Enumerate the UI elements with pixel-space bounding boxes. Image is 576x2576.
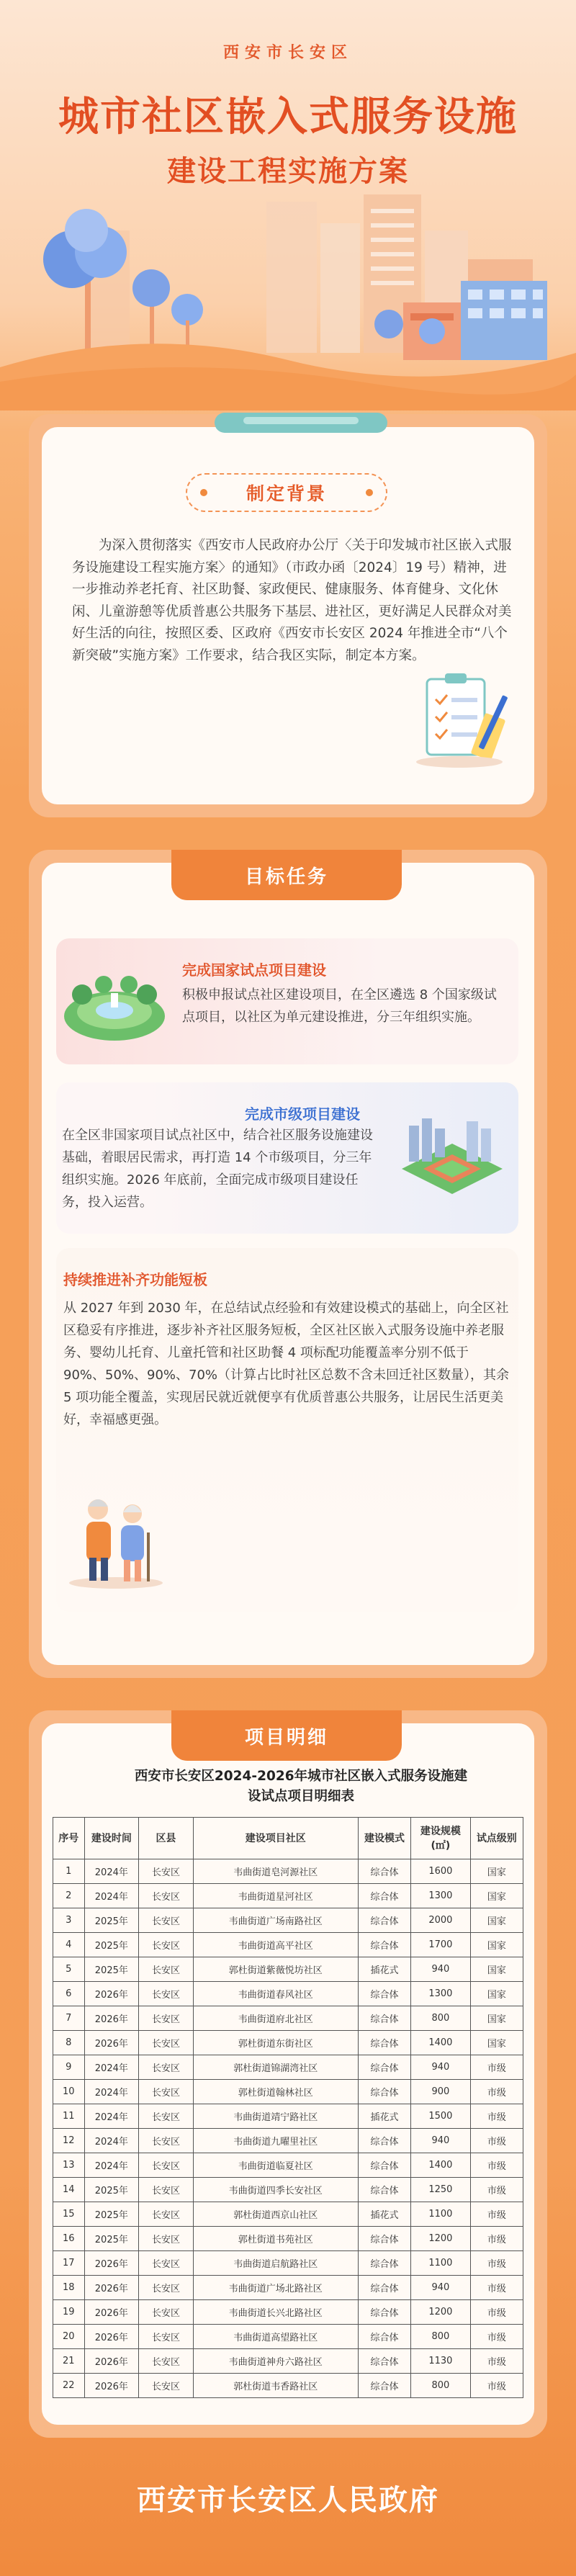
table-cell: 2024年 <box>84 2153 139 2178</box>
table-cell: 940 <box>411 1957 470 1982</box>
table-cell: 长安区 <box>139 2153 194 2178</box>
table-cell: 13 <box>53 2153 85 2178</box>
column-header: 建设时间 <box>84 1818 139 1859</box>
table-cell: 2026年 <box>84 2325 139 2349</box>
table-cell: 1600 <box>411 1859 470 1884</box>
table-cell: 长安区 <box>139 2276 194 2300</box>
table-cell: 韦曲街道高平社区 <box>193 1933 358 1957</box>
table-cell: 长安区 <box>139 2202 194 2227</box>
table-cell: 长安区 <box>139 2006 194 2031</box>
table-cell: 12 <box>53 2129 85 2153</box>
table-cell: 6 <box>53 1982 85 2006</box>
district-label: 西安市长安区 <box>222 44 353 62</box>
table-cell: 22 <box>53 2374 85 2398</box>
background-heading: 制定背景 <box>186 473 387 512</box>
main-title: 城市社区嵌入式服务设施 <box>58 94 518 140</box>
sub-title: 建设工程实施方案 <box>167 155 409 188</box>
table-row <box>53 2349 523 2374</box>
table-cell: 2024年 <box>84 2104 139 2129</box>
table-cell: 940 <box>411 2129 470 2153</box>
table-cell: 韦曲街道高望路社区 <box>193 2325 358 2349</box>
table-cell: 2026年 <box>84 2349 139 2374</box>
elderly-couple-illustration <box>62 1482 170 1590</box>
table-cell: 2024年 <box>84 2080 139 2104</box>
table-cell: 市级 <box>470 2374 523 2398</box>
table-cell: 长安区 <box>139 2374 194 2398</box>
table-cell: 2025年 <box>84 1957 139 1982</box>
table-cell: 长安区 <box>139 2055 194 2080</box>
table-cell: 国家 <box>470 1957 523 1982</box>
goal-text-city: 在全区非国家项目试点社区中，结合社区服务设施建设基础，着眼居民需求，再打造 14 个市级项目，分三年组织实施。2026 年底前，全面完成市级项目建设任务，投入运营。 <box>62 1128 373 1210</box>
table-cell: 国家 <box>470 2006 523 2031</box>
table-cell: 1300 <box>411 1884 470 1908</box>
table-cell: 综合体 <box>358 2276 410 2300</box>
table-cell: 市级 <box>470 2349 523 2374</box>
table-cell: 3 <box>53 1908 85 1933</box>
table-cell: 长安区 <box>139 1933 194 1957</box>
table-cell: 长安区 <box>139 1908 194 1933</box>
table-row <box>53 2251 523 2276</box>
table-cell: 市级 <box>470 2227 523 2251</box>
table-cell: 2026年 <box>84 2374 139 2398</box>
table-row <box>53 1982 523 2006</box>
table-cell: 4 <box>53 1933 85 1957</box>
table-cell: 国家 <box>470 1982 523 2006</box>
table-cell: 综合体 <box>358 2374 410 2398</box>
table-header-row <box>53 1818 523 1859</box>
goal-item-shortfall <box>56 1248 518 1612</box>
table-row <box>53 2153 523 2178</box>
table-cell: 1250 <box>411 2178 470 2202</box>
table-cell: 插花式 <box>358 2104 410 2129</box>
table-cell: 1400 <box>411 2031 470 2055</box>
table-cell: 2024年 <box>84 2055 139 2080</box>
table-cell: 2000 <box>411 1908 470 1933</box>
table-cell: 郭杜街道书苑社区 <box>193 2227 358 2251</box>
table-cell: 综合体 <box>358 1933 410 1957</box>
goal-text-national: 积极申报试点社区建设项目，在全区遴选 8 个国家级试点项目，以社区为单元建设推进，分三年组织实施。 <box>182 987 497 1025</box>
table-cell: 市级 <box>470 2202 523 2227</box>
table-cell: 长安区 <box>139 1957 194 1982</box>
column-header: 序号 <box>53 1818 85 1859</box>
table-cell: 800 <box>411 2374 470 2398</box>
table-cell: 长安区 <box>139 2104 194 2129</box>
table-cell: 1 <box>53 1859 85 1884</box>
table-title: 西安市长安区2024-2026年城市社区嵌入式服务设施建设试点项目明细表 <box>134 1769 468 1804</box>
table-cell: 郭杜街道韦香路社区 <box>193 2374 358 2398</box>
table-cell: 综合体 <box>358 2178 410 2202</box>
table-cell: 长安区 <box>139 2178 194 2202</box>
column-header: 建设规模(㎡) <box>411 1818 470 1859</box>
table-row <box>53 1908 523 1933</box>
table-cell: 市级 <box>470 2153 523 2178</box>
project-table <box>53 1817 523 2398</box>
table-row <box>53 1884 523 1908</box>
column-header: 试点级别 <box>470 1818 523 1859</box>
table-cell: 2025年 <box>84 1908 139 1933</box>
table-cell: 800 <box>411 2325 470 2349</box>
table-cell: 韦曲街道星河社区 <box>193 1884 358 1908</box>
table-cell: 9 <box>53 2055 85 2080</box>
heading-dot-right <box>366 489 373 496</box>
table-cell: 韦曲街道九曜里社区 <box>193 2129 358 2153</box>
table-cell: 2026年 <box>84 2276 139 2300</box>
table-cell: 5 <box>53 1957 85 1982</box>
table-cell: 国家 <box>470 1884 523 1908</box>
table-cell: 2 <box>53 1884 85 1908</box>
table-cell: 2026年 <box>84 2031 139 2055</box>
table-cell: 韦曲街道启航路社区 <box>193 2251 358 2276</box>
table-cell: 1200 <box>411 2227 470 2251</box>
table-cell: 韦曲街道广场北路社区 <box>193 2276 358 2300</box>
column-header: 建设项目社区 <box>193 1818 358 1859</box>
table-cell: 韦曲街道临夏社区 <box>193 2153 358 2178</box>
table-cell: 市级 <box>470 2129 523 2153</box>
table-cell: 韦曲街道春风社区 <box>193 1982 358 2006</box>
table-cell: 综合体 <box>358 1908 410 1933</box>
heading-dot-left <box>200 489 207 496</box>
table-row <box>53 2300 523 2325</box>
table-cell: 2025年 <box>84 2178 139 2202</box>
table-row <box>53 2080 523 2104</box>
goal-title-national: 完成国家试点项目建设 <box>182 961 326 979</box>
table-cell: 综合体 <box>358 2080 410 2104</box>
clipboard-clip <box>215 408 387 437</box>
table-cell: 综合体 <box>358 1982 410 2006</box>
table-row <box>53 2202 523 2227</box>
table-cell: 1700 <box>411 1933 470 1957</box>
table-cell: 21 <box>53 2349 85 2374</box>
table-cell: 长安区 <box>139 1982 194 2006</box>
table-row <box>53 2055 523 2080</box>
table-cell: 市级 <box>470 2178 523 2202</box>
table-cell: 韦曲街道长兴北路社区 <box>193 2300 358 2325</box>
table-cell: 市级 <box>470 2325 523 2349</box>
table-cell: 长安区 <box>139 2129 194 2153</box>
table-cell: 综合体 <box>358 2055 410 2080</box>
projects-section <box>29 1710 547 2438</box>
table-cell: 综合体 <box>358 2129 410 2153</box>
table-row <box>53 2006 523 2031</box>
table-cell: 2026年 <box>84 1982 139 2006</box>
table-cell: 国家 <box>470 2031 523 2055</box>
table-cell: 16 <box>53 2227 85 2251</box>
table-cell: 国家 <box>470 1933 523 1957</box>
table-cell: 郭杜街道翰林社区 <box>193 2080 358 2104</box>
table-cell: 综合体 <box>358 2031 410 2055</box>
table-cell: 14 <box>53 2178 85 2202</box>
table-cell: 韦曲街道府北社区 <box>193 2006 358 2031</box>
table-cell: 韦曲街道靖宁路社区 <box>193 2104 358 2129</box>
table-cell: 2025年 <box>84 1933 139 1957</box>
table-row <box>53 2178 523 2202</box>
goal-item-national <box>56 938 518 1064</box>
table-cell: 韦曲街道神舟六路社区 <box>193 2349 358 2374</box>
goals-heading: 目标任务 <box>171 850 402 900</box>
table-cell: 2024年 <box>84 1859 139 1884</box>
goal-item-city <box>56 1082 518 1234</box>
goal-title-shortfall: 持续推进补齐功能短板 <box>63 1271 207 1288</box>
table-cell: 郭杜街道锦湖湾社区 <box>193 2055 358 2080</box>
table-cell: 1100 <box>411 2202 470 2227</box>
column-header: 建设模式 <box>358 1818 410 1859</box>
table-cell: 国家 <box>470 1859 523 1884</box>
table-row <box>53 2104 523 2129</box>
table-row <box>53 1933 523 1957</box>
table-cell: 综合体 <box>358 2251 410 2276</box>
table-cell: 郭杜街道东街社区 <box>193 2031 358 2055</box>
table-cell: 插花式 <box>358 2202 410 2227</box>
table-cell: 2025年 <box>84 2227 139 2251</box>
table-row <box>53 2031 523 2055</box>
table-cell: 韦曲街道广场南路社区 <box>193 1908 358 1933</box>
table-cell: 综合体 <box>358 2153 410 2178</box>
table-cell: 韦曲街道皂河源社区 <box>193 1859 358 1884</box>
background-card <box>42 427 534 804</box>
table-cell: 市级 <box>470 2104 523 2129</box>
table-cell: 2026年 <box>84 2300 139 2325</box>
table-cell: 综合体 <box>358 1884 410 1908</box>
table-cell: 18 <box>53 2276 85 2300</box>
table-cell: 2026年 <box>84 2006 139 2031</box>
background-paragraph: 为深入贯彻落实《西安市人民政府办公厅〈关于印发城市社区嵌入式服务设施建设工程实施方案〉的通知》（市政办函〔2024〕19 号）精神，进一步推动养老托育、社区助餐、家政便民、健康服务、体育健身、文化休闲、儿童游憩等优质普惠公共服务下基层、进社区，更好满足人民群众对美好生活的向往，按照区委、区政府《西安市长安区 2024 年推进全市“八个新突破”实施方案》工作要求，结合我区实际，制定本方案。 <box>72 538 512 663</box>
goal-title-city: 完成市级项目建设 <box>245 1105 360 1123</box>
park-illustration <box>60 959 168 1045</box>
projects-heading: 项目明细 <box>171 1710 402 1761</box>
table-cell: 长安区 <box>139 2300 194 2325</box>
goal-text-shortfall: 从 2027 年到 2030 年，在总结试点经验和有效建设模式的基础上，向全区社区稳妥有序推进，逐步补齐社区服务短板，全区社区嵌入式服务设施中养老服务、婴幼儿托育、儿童托管和社区助餐 4 项标配功能覆盖率分别不低于 90%、50%、90%、70%（计算占比时社区总数不含未回迁社区数量），其余 5 项功能全覆盖，实现居民就近就便享有优质普惠公共服务，让居民生活更美好，幸福感更强。 <box>63 1301 510 1427</box>
background-section <box>29 414 547 817</box>
table-cell: 15 <box>53 2202 85 2227</box>
table-cell: 1200 <box>411 2300 470 2325</box>
table-cell: 2025年 <box>84 2202 139 2227</box>
table-cell: 1130 <box>411 2349 470 2374</box>
table-cell: 800 <box>411 2006 470 2031</box>
table-row <box>53 2325 523 2349</box>
checklist-clipboard-illustration <box>405 665 513 773</box>
table-cell: 2024年 <box>84 2129 139 2153</box>
table-cell: 11 <box>53 2104 85 2129</box>
table-cell: 2026年 <box>84 2251 139 2276</box>
table-cell: 长安区 <box>139 2227 194 2251</box>
table-cell: 市级 <box>470 2080 523 2104</box>
table-row <box>53 2276 523 2300</box>
table-cell: 市级 <box>470 2276 523 2300</box>
table-cell: 1100 <box>411 2251 470 2276</box>
column-header: 区县 <box>139 1818 194 1859</box>
goals-card <box>42 863 534 1665</box>
hero-banner <box>0 0 576 410</box>
table-cell: 长安区 <box>139 1884 194 1908</box>
table-cell: 长安区 <box>139 2325 194 2349</box>
table-cell: 19 <box>53 2300 85 2325</box>
table-cell: 郭杜街道西京山社区 <box>193 2202 358 2227</box>
table-cell: 10 <box>53 2080 85 2104</box>
table-cell: 940 <box>411 2055 470 2080</box>
table-row <box>53 1957 523 1982</box>
table-cell: 1400 <box>411 2153 470 2178</box>
table-row <box>53 2129 523 2153</box>
table-cell: 综合体 <box>358 2325 410 2349</box>
table-cell: 综合体 <box>358 2300 410 2325</box>
table-cell: 940 <box>411 2276 470 2300</box>
table-cell: 市级 <box>470 2251 523 2276</box>
table-cell: 市级 <box>470 2300 523 2325</box>
city-illustration <box>0 180 576 410</box>
table-cell: 国家 <box>470 1908 523 1933</box>
table-cell: 7 <box>53 2006 85 2031</box>
table-cell: 20 <box>53 2325 85 2349</box>
table-cell: 长安区 <box>139 2251 194 2276</box>
table-cell: 郭杜街道紫薇悦坊社区 <box>193 1957 358 1982</box>
table-cell: 900 <box>411 2080 470 2104</box>
table-cell: 市级 <box>470 2055 523 2080</box>
table-cell: 长安区 <box>139 2080 194 2104</box>
table-cell: 1500 <box>411 2104 470 2129</box>
table-row <box>53 1859 523 1884</box>
table-cell: 综合体 <box>358 2227 410 2251</box>
table-cell: 2024年 <box>84 1884 139 1908</box>
table-cell: 17 <box>53 2251 85 2276</box>
footer-org: 西安市长安区人民政府 <box>137 2484 439 2517</box>
table-row <box>53 2374 523 2398</box>
table-cell: 长安区 <box>139 2349 194 2374</box>
projects-card <box>42 1723 534 2425</box>
table-cell: 韦曲街道四季长安社区 <box>193 2178 358 2202</box>
table-cell: 8 <box>53 2031 85 2055</box>
goals-section <box>29 850 547 1678</box>
table-cell: 长安区 <box>139 2031 194 2055</box>
table-cell: 1300 <box>411 1982 470 2006</box>
sports-field-illustration <box>395 1111 510 1205</box>
table-cell: 综合体 <box>358 2349 410 2374</box>
table-cell: 插花式 <box>358 1957 410 1982</box>
table-cell: 长安区 <box>139 1859 194 1884</box>
table-cell: 综合体 <box>358 1859 410 1884</box>
table-row <box>53 2227 523 2251</box>
table-cell: 综合体 <box>358 2006 410 2031</box>
